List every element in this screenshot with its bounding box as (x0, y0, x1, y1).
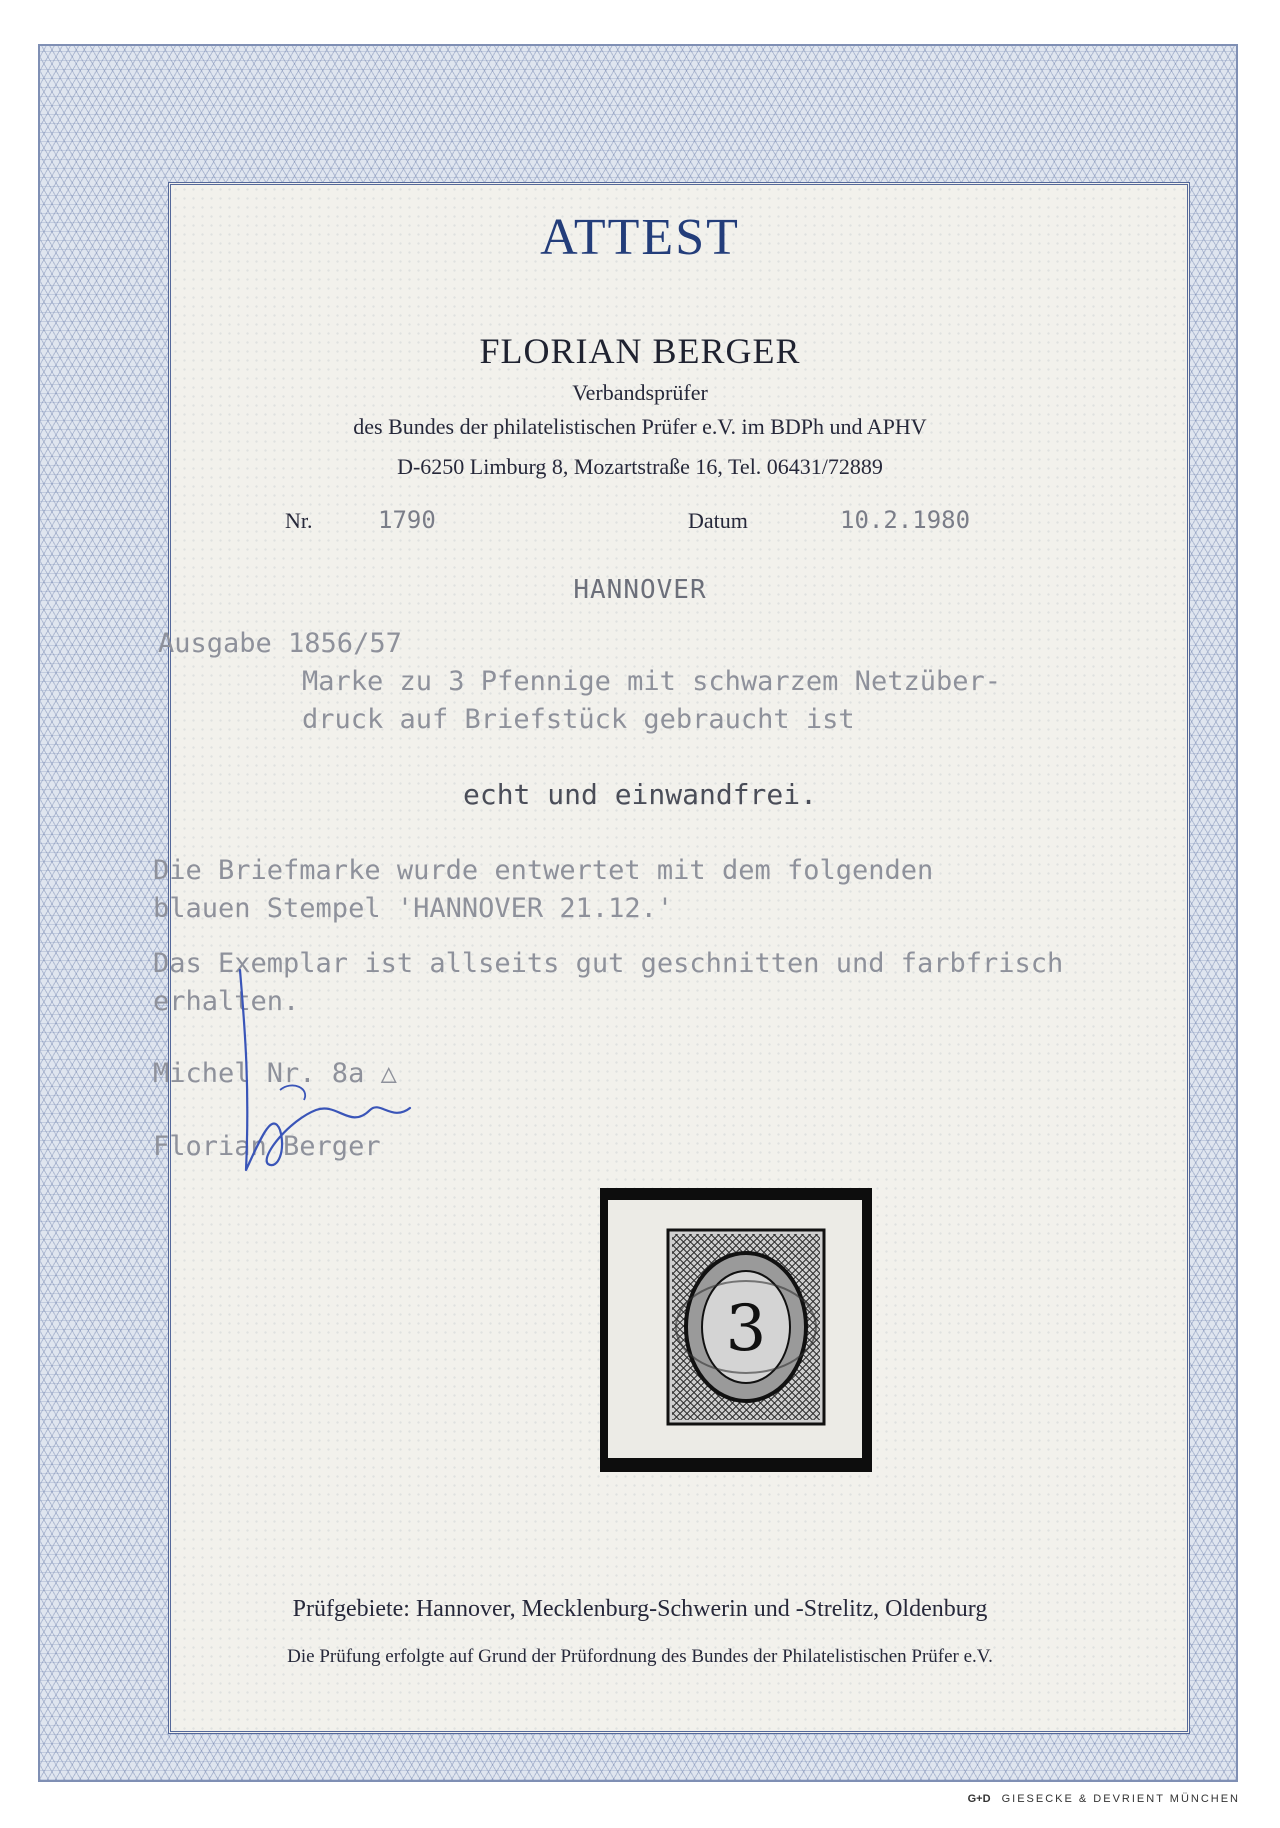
condition-line-2: erhalten. (153, 986, 300, 1017)
hannover-3-pfennige-stamp (666, 1228, 826, 1426)
svg-text:3: 3 (725, 1292, 767, 1366)
signed-name: Florian Berger (153, 1131, 381, 1162)
michel-catalogue-number: Michel Nr. 8a △ (153, 1058, 397, 1089)
letter-piece (608, 1200, 862, 1458)
printer-logo: G+D (967, 1793, 991, 1805)
examiner-role: Verbandsprüfer (572, 380, 708, 405)
examination-fields: Prüfgebiete: Hannover, Mecklenburg-Schwerin und -Strelitz, Oldenburg (292, 1596, 988, 1622)
cancel-line-2: blauen Stempel 'HANNOVER 21.12.' (153, 893, 674, 924)
printer-name: GIESECKE & DEVRIENT MÜNCHEN (1001, 1793, 1240, 1805)
stamp-region: HANNOVER (573, 575, 707, 605)
printer-imprint (968, 1793, 1240, 1805)
address-line: D-6250 Limburg 8, Mozartstraße 16, Tel. 06431/72889 (397, 454, 883, 479)
verdict: echt und einwandfrei. (462, 778, 817, 811)
issue-line: Ausgabe 1856/57 (158, 628, 402, 659)
description-line-2: druck auf Briefstück gebraucht ist (302, 704, 855, 735)
date-label: Datum (688, 508, 748, 533)
description-line-1: Marke zu 3 Pfennige mit schwarzem Netzüber- (302, 666, 1001, 697)
handwritten-signature (220, 960, 420, 1180)
condition-line-1: Das Exemplar ist allseits gut geschnitten und farbfrisch (153, 948, 1064, 979)
certificate-date: 10.2.1980 (840, 506, 971, 534)
stamp-photograph (600, 1188, 872, 1472)
examiner-name: FLORIAN BERGER (479, 331, 801, 371)
association-line: des Bundes der philatelistischen Prüfer e.V. im BDPh und APHV (353, 414, 927, 439)
certificate-number: 1790 (378, 506, 436, 534)
cancel-line-1: Die Briefmarke wurde entwertet mit dem folgenden (153, 855, 934, 886)
number-label: Nr. (285, 508, 313, 533)
certificate-title: ATTEST (540, 209, 740, 266)
examination-rules-note: Die Prüfung erfolgte auf Grund der Prüfordnung des Bundes der Philatelistischen Prüfer e.V. (287, 1646, 993, 1667)
